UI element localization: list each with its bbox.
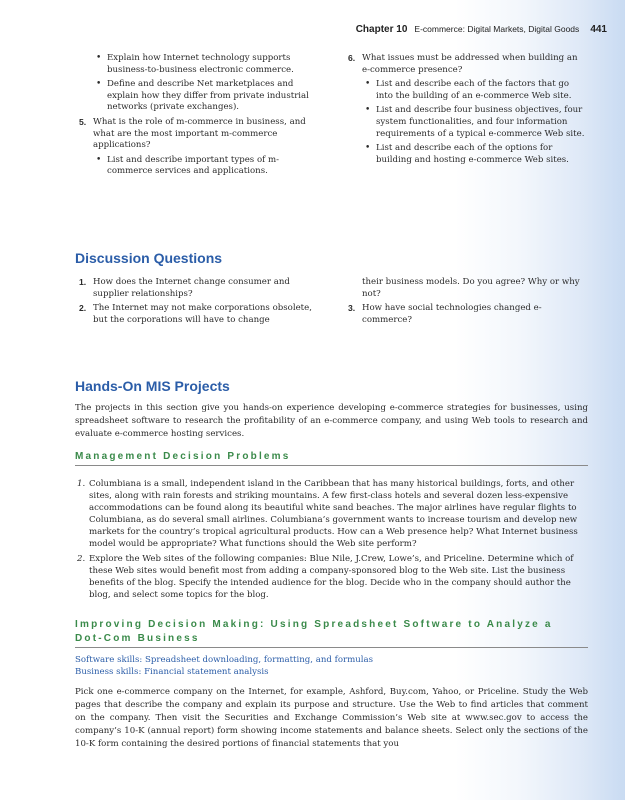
review-question-6 xyxy=(348,53,588,76)
skills-block xyxy=(75,654,373,678)
hands-on-heading: Hands-On MIS Projects xyxy=(75,378,230,394)
running-header xyxy=(356,24,607,35)
item-text: Columbiana is a small, independent island in the Caribbean that has many historical buildings, forts, and other sites, along with rain forests and striking mountains. A few first-class hotels and several dozen less-expensive accommodations can be found along its beautiful white sand beaches. The major airlines have regular flights to Columbiana, as do several small airlines. Columbiana’s government wants to increase tourism and develop new markets for the country’s tropical agricultural products. How can a Web presence help? What Internet business model would be appropriate? What functions should the Web site perform? xyxy=(89,479,578,549)
discussion-question-2 xyxy=(79,303,320,326)
hands-on-intro: The projects in this section give you hands-on experience developing e-commerce strategies for businesses, using spreadsheet software to research the profitability of an e-commerce company, and using Web tools to research and evaluate e-commerce hosting services. xyxy=(75,403,588,439)
discussion-right xyxy=(348,277,588,329)
review-question-5 xyxy=(79,117,320,152)
item-text: Explore the Web sites of the following companies: Blue Nile, J.Crew, Lowe’s, and Priceline. Determine which of these Web sites would benefit most from adding a company-sponsored blog to the Web site. List the business benefits of the blog. Specify the intended audience for the blog. Decide who in the company should author the blog, and select some topics for the blog. xyxy=(89,554,574,600)
question-text: How does the Internet change consumer and supplier relationships? xyxy=(93,277,290,299)
idm-heading-line-1: Improving Decision Making: Using Spreadsheet Software to Analyze a xyxy=(75,619,553,630)
question-text: How have social technologies changed e-commerce? xyxy=(362,303,542,325)
discussion-question-3 xyxy=(348,303,588,326)
question-text: What is the role of m-commerce in business, and what are the most important m-commerce applications? xyxy=(93,116,306,151)
list-item: • Explain how Internet technology supports business-to-business electronic commerce. xyxy=(93,53,320,76)
list-item: • List and describe important types of m-commerce services and applications. xyxy=(93,155,320,178)
bullet-list-c xyxy=(362,79,588,166)
list-item: • List and describe each of the factors that go into the building of an e-commerce Web site. xyxy=(362,79,588,102)
discussion-left xyxy=(79,277,320,329)
idm-heading-line-2: Dot-Com Business xyxy=(75,633,200,644)
question-number: 5. xyxy=(79,116,87,127)
question-text: The Internet may not make corporations obsolete, but the corporations will have to change xyxy=(93,303,312,325)
mdp-list xyxy=(75,478,588,604)
chapter-subtitle: E-commerce: Digital Markets, Digital Goods xyxy=(414,24,580,34)
business-skills: Business skills: Financial statement analysis xyxy=(75,667,269,677)
list-item xyxy=(75,478,588,550)
list-item xyxy=(75,553,588,601)
discussion-question-1 xyxy=(79,277,320,300)
item-number: 1. xyxy=(77,479,86,489)
mdp-items xyxy=(75,478,588,601)
bullet-list-a xyxy=(93,53,320,114)
idm-body: Pick one e-commerce company on the Internet, for example, Ashford, Buy.com, Yahoo, or Priceline. Study the Web pages that describe the company and explain its purpose and structure. Use the Web to find articles that comment on the company. Then visit the Securities and Exchange Commission’s Web site at www.sec.gov to access the company’s 10-K (annual report) form showing income statements and balance sheets. Select only the sections of the 10-K form containing the desired portions of financial statements that you xyxy=(75,687,588,749)
mdp-heading: Management Decision Problems xyxy=(75,451,291,462)
question-number: 1. xyxy=(79,277,87,287)
discussion-heading: Discussion Questions xyxy=(75,250,223,266)
section-divider xyxy=(75,465,588,466)
question-number: 2. xyxy=(79,303,87,314)
software-skills: Software skills: Spreadsheet downloading, formatting, and formulas xyxy=(75,655,374,665)
question-number: 6. xyxy=(348,53,356,63)
right-column xyxy=(348,53,588,169)
list-item: • List and describe four business objectives, four system functionalities, and four information requirements of a typical e-commerce Web site. xyxy=(362,105,588,140)
list-item: • List and describe each of the options for building and hosting e-commerce Web sites. xyxy=(362,143,588,166)
section-divider xyxy=(75,647,588,648)
question-text: What issues must be addressed when building an e-commerce presence? xyxy=(362,53,578,75)
page-number: 441 xyxy=(590,24,607,35)
question-continuation: their business models. Do you agree? Why or why not? xyxy=(362,277,580,299)
idm-heading xyxy=(75,618,588,646)
left-column xyxy=(79,53,320,181)
chapter-label: Chapter 10 xyxy=(355,24,408,35)
question-number: 3. xyxy=(348,303,356,314)
bullet-list-b xyxy=(93,155,320,178)
item-number: 2. xyxy=(77,554,86,564)
list-item: • Define and describe Net marketplaces and explain how they differ from private industrial networks (private exchanges). xyxy=(93,79,320,114)
